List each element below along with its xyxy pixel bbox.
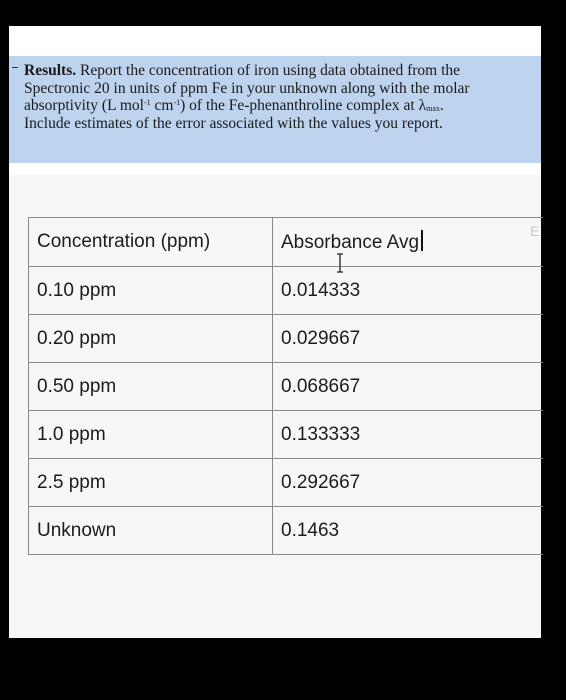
bullet-mark bbox=[12, 67, 18, 68]
instruction-line-3: absorptivity (L mol$^{-1}$ $cm^{-1}$) of the Fe-phenanthroline complex at $\lambda_{max}$. bbox=[24, 97, 444, 114]
table-row bbox=[29, 411, 544, 459]
table-row bbox=[29, 363, 544, 411]
cell-absorbance[interactable]: 0.133333 bbox=[273, 411, 544, 459]
table-row bbox=[29, 507, 544, 555]
edge-mark: E bbox=[530, 223, 540, 239]
cell-concentration[interactable]: 0.20 ppm bbox=[29, 315, 273, 363]
cell-concentration[interactable]: 0.10 ppm bbox=[29, 267, 273, 315]
table-row bbox=[29, 267, 544, 315]
table-header-row bbox=[29, 218, 544, 267]
cell-absorbance[interactable]: 0.1463 bbox=[273, 507, 544, 555]
header-absorbance[interactable]: Absorbance Avg bbox=[273, 218, 544, 267]
table-row bbox=[29, 315, 544, 363]
cell-absorbance[interactable]: 0.292667 bbox=[273, 459, 544, 507]
cell-concentration[interactable]: 2.5 ppm bbox=[29, 459, 273, 507]
instruction-line-1: Results. Report the concentration of iron using data obtained from the bbox=[24, 62, 461, 79]
instruction-line-2: Spectronic 20 in units of ppm Fe in your unknown along with the molar bbox=[24, 79, 470, 97]
instruction-line-4: Include estimates of the error associated with the values you report. bbox=[24, 114, 443, 132]
text-caret bbox=[421, 230, 423, 251]
results-instructions bbox=[24, 62, 534, 132]
cell-absorbance[interactable]: 0.068667 bbox=[273, 363, 544, 411]
cell-concentration[interactable]: 1.0 ppm bbox=[29, 411, 273, 459]
results-label: Results. bbox=[24, 62, 77, 79]
cell-absorbance[interactable]: 0.014333 bbox=[273, 267, 544, 315]
table-row bbox=[29, 459, 544, 507]
header-concentration[interactable]: Concentration (ppm) bbox=[29, 218, 273, 267]
cell-absorbance[interactable]: 0.029667 bbox=[273, 315, 544, 363]
i-beam-cursor-icon bbox=[335, 253, 345, 273]
cell-concentration[interactable]: 0.50 ppm bbox=[29, 363, 273, 411]
cell-concentration[interactable]: Unknown bbox=[29, 507, 273, 555]
absorbance-table bbox=[28, 217, 543, 555]
